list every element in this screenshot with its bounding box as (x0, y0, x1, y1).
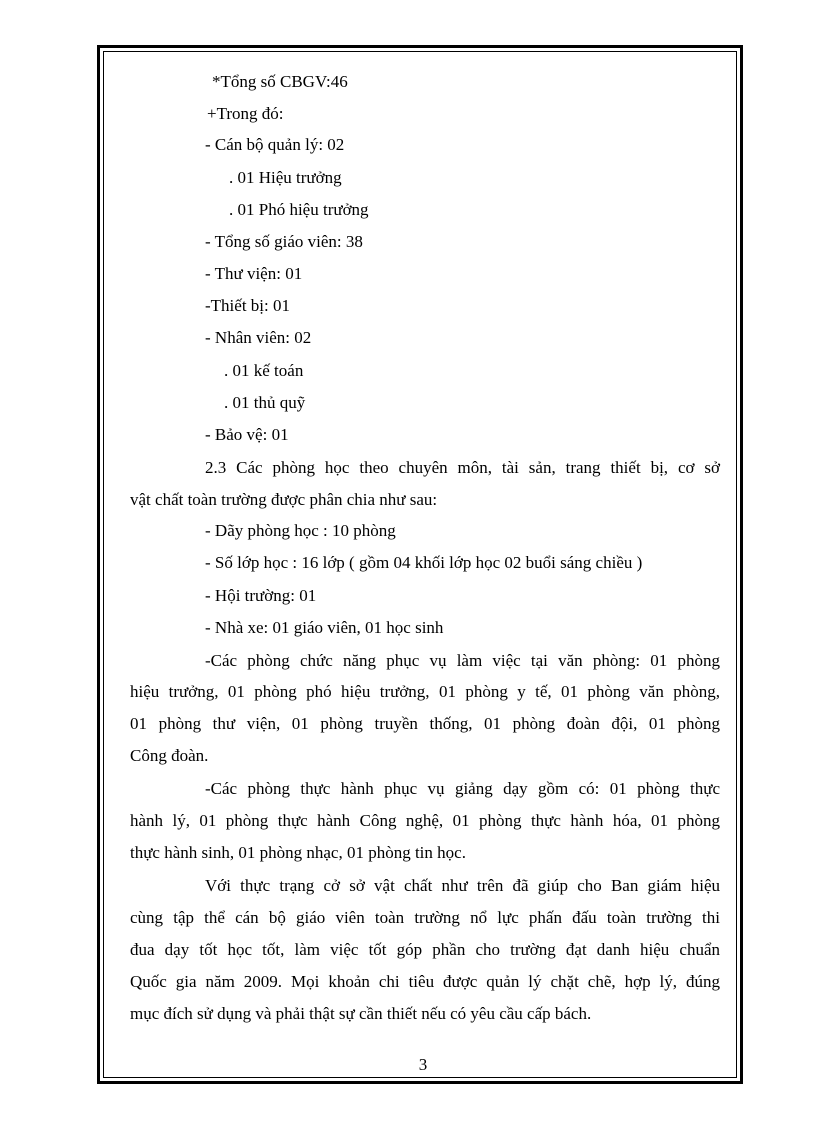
facilities-classes: - Số lớp học : 16 lớp ( gồm 04 khối lớp học 02 buổi sáng chiều ) (205, 553, 643, 572)
office-rooms-line-1: -Các phòng chức năng phục vụ làm việc tại văn phòng: 01 phòng (205, 651, 720, 670)
office-rooms-line-2: hiệu trưởng, 01 phòng phó hiệu trưởng, 01 phòng y tế, 01 phòng văn phòng, (130, 682, 720, 701)
staff-treasurer: . 01 thủ quỹ (224, 393, 306, 412)
facilities-garage: - Nhà xe: 01 giáo viên, 01 học sinh (205, 618, 444, 637)
conclusion-line-3: đua dạy tốt học tốt, làm việc tốt góp phần cho trường đạt danh hiệu chuẩn (130, 940, 720, 959)
conclusion-line-2: cùng tập thể cán bộ giáo viên toàn trường nổ lực phấn đấu toàn trường thi (130, 908, 720, 927)
facilities-hall: - Hội trường: 01 (205, 586, 317, 605)
staff-teachers: - Tổng số giáo viên: 38 (205, 232, 363, 251)
conclusion-line-1: Với thực trạng cở sở vật chất như trên đã giúp cho Ban giám hiệu (205, 876, 720, 895)
office-rooms-line-3: 01 phòng thư viện, 01 phòng truyền thống, 01 phòng đoàn đội, 01 phòng (130, 714, 720, 733)
practice-rooms-line-3: thực hành sinh, 01 phòng nhạc, 01 phòng tin học. (130, 843, 466, 862)
facilities-intro-line-1: 2.3 Các phòng học theo chuyên môn, tài sản, trang thiết bị, cơ sở (205, 458, 720, 477)
page-number: 3 (418, 1055, 428, 1074)
staff-principal: . 01 Hiệu trưởng (229, 168, 342, 187)
staff-vice-principal: . 01 Phó hiệu trưởng (229, 200, 369, 219)
conclusion-line-5: mục đích sử dụng và phải thật sự cần thiết nếu có yêu cầu cấp bách. (130, 1004, 592, 1023)
staff-library: - Thư viện: 01 (205, 264, 303, 283)
staff-equipment: -Thiết bị: 01 (205, 296, 290, 315)
staff-employees: - Nhân viên: 02 (205, 328, 312, 347)
conclusion-line-4: Quốc gia năm 2009. Mọi khoản chi tiêu được quản lý chặt chẽ, hợp lý, đúng (130, 972, 720, 991)
facilities-intro-line-2: vật chất toàn trường được phân chia như sau: (130, 490, 438, 509)
staff-managers: - Cán bộ quản lý: 02 (205, 135, 345, 154)
staff-guard: - Bảo vệ: 01 (205, 425, 289, 444)
facilities-classrooms: - Dãy phòng học : 10 phòng (205, 521, 396, 540)
office-rooms-line-4: Công đoàn. (130, 746, 209, 765)
staff-total: *Tổng số CBGV:46 (212, 72, 348, 91)
practice-rooms-line-1: -Các phòng thực hành phục vụ giảng dạy gồm có: 01 phòng thực (205, 779, 720, 798)
staff-accountant: . 01 kế toán (224, 361, 304, 380)
staff-in-which: +Trong đó: (207, 104, 284, 123)
practice-rooms-line-2: hành lý, 01 phòng thực hành Công nghệ, 01 phòng thực hành hóa, 01 phòng (130, 811, 720, 830)
